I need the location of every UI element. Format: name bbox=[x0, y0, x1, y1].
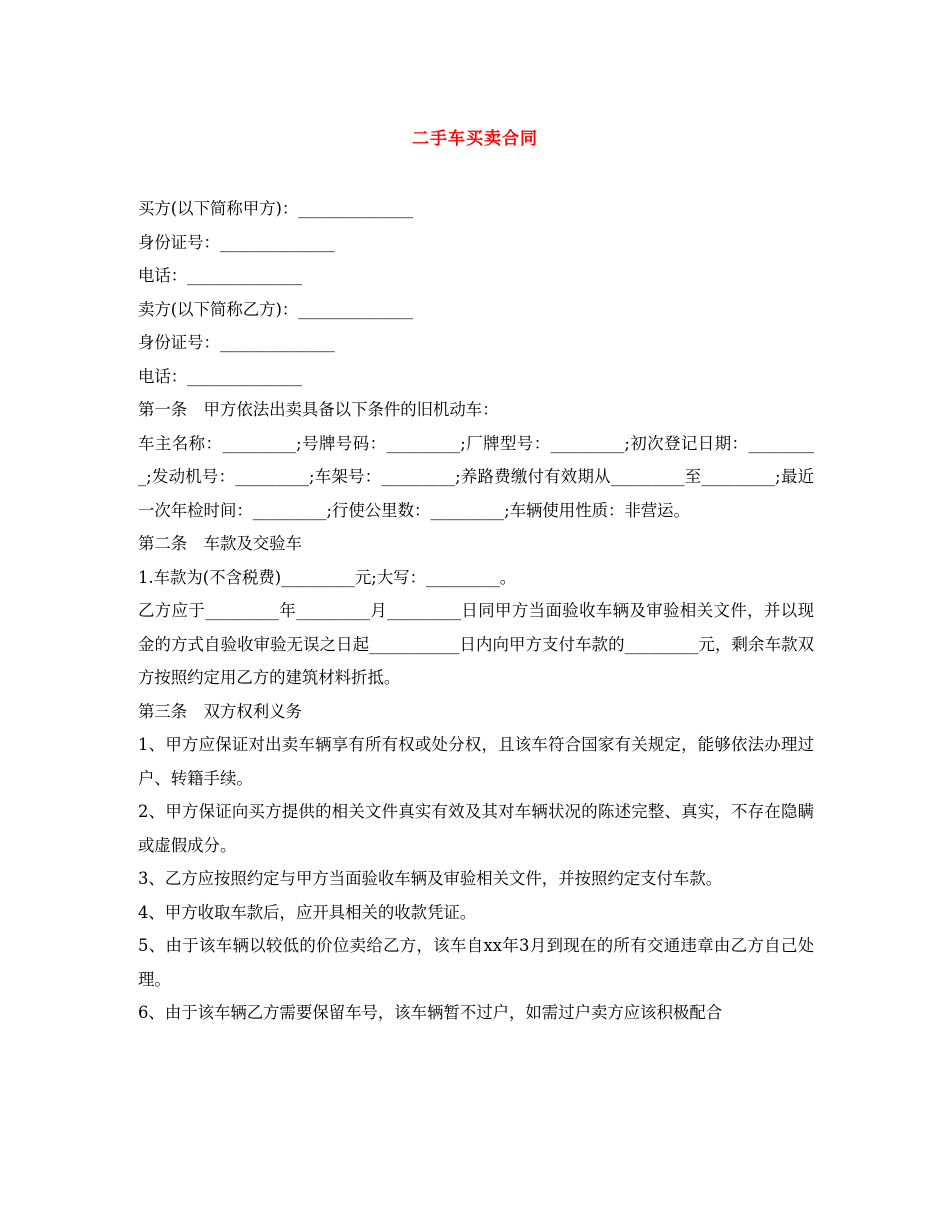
obligation-3: 3、乙方应按照约定与甲方当面验收车辆及审验相关文件，并按照约定支付车款。 bbox=[138, 869, 723, 888]
buyer-phone-line: 电话：______________ bbox=[138, 266, 302, 285]
seller-id-line: 身份证号：______________ bbox=[138, 333, 335, 352]
seller-name-line: 卖方(以下简称乙方)：______________ bbox=[138, 299, 414, 319]
article-2-heading: 第二条 车款及交验车 bbox=[138, 534, 302, 553]
obligation-6: 6、由于该车辆乙方需要保留车号，该车辆暂不过户，如需过户卖方应该积极配合 bbox=[138, 1003, 723, 1022]
buyer-id-line: 身份证号：______________ bbox=[138, 232, 335, 252]
article-3-heading: 第三条 双方权利义务 bbox=[138, 701, 302, 721]
buyer-name-line: 买方(以下简称甲方)：______________ bbox=[138, 199, 414, 218]
document-title: 二手车买卖合同 bbox=[412, 129, 538, 149]
obligation-4: 4、甲方收取车款后，应开具相关的收款凭证。 bbox=[138, 902, 477, 922]
article-1-vehicle-details: 车主名称：_________;号牌号码：_________;厂牌型号：_________;初次登记日期：_________;发动机号：_________;车架号：_________;养路费缴付有效期从_________至_________;最近一次年检时间：_________;行使公里数：_________;车辆使用性质：非营运。 bbox=[138, 433, 814, 520]
obligation-1: 1、甲方应保证对出卖车辆享有所有权或处分权，且该车符合国家有关规定，能够依法办理过户、转籍手续。 bbox=[138, 735, 814, 788]
document-body bbox=[138, 192, 814, 1030]
payment-clause: 乙方应于_________年_________月_________日同甲方当面验收车辆及审验相关文件，并以现金的方式自验收审验无误之日起___________日内向甲方支付车款的_________元，剩余车款双方按照约定用乙方的建筑材料折抵。 bbox=[138, 601, 814, 687]
obligation-5: 5、由于该车辆以较低的价位卖给乙方，该车自xx年3月到现在的所有交通违章由乙方自己处理。 bbox=[138, 936, 814, 989]
article-1-heading: 第一条 甲方依法出卖具备以下条件的旧机动车： bbox=[138, 400, 499, 419]
obligation-2: 2、甲方保证向买方提供的相关文件真实有效及其对车辆状况的陈述完整、真实，不存在隐瞒或虚假成分。 bbox=[138, 802, 814, 855]
price-clause: 1.车款为(不含税费)_________元;大写：_________。 bbox=[138, 567, 517, 587]
seller-phone-line: 电话：______________ bbox=[138, 366, 302, 386]
